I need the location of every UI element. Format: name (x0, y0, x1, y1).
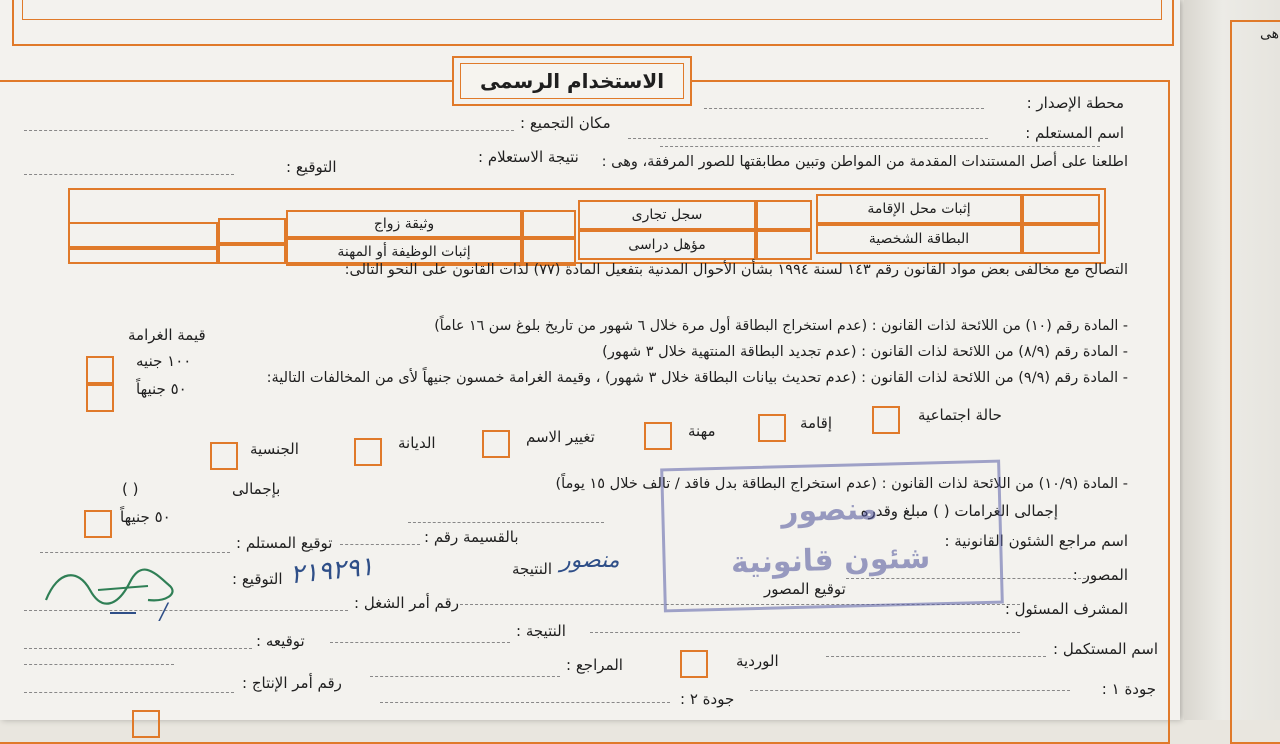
doc-marriage-certificate: وثيقة زواج (286, 210, 522, 238)
photographer-label: المصور : (1072, 566, 1128, 584)
name-change-label: تغيير الاسم (526, 428, 595, 446)
profession-label: مهنة (688, 422, 716, 440)
doc-national-id-check[interactable] (1022, 224, 1100, 254)
fine-100-label: ١٠٠ جنيه (136, 352, 192, 370)
receiver-name-line[interactable] (628, 138, 988, 139)
issuing-station-label: محطة الإصدار : (1026, 94, 1124, 112)
completer-name-line[interactable] (826, 656, 1046, 657)
work-order-label: رقم أمر الشغل : (354, 594, 459, 612)
signature-label-2: التوقيع : (232, 570, 283, 588)
total-label: بإجمالى (232, 480, 281, 498)
review-statement: اطلعنا على أصل المستندات المقدمة من المواطن وتبين مطابقتها للصور المرفقة، وهى : (601, 154, 1128, 170)
issuing-station-line[interactable] (704, 108, 984, 109)
reconciliation-intro: التصالح مع مخالفى بعض مواد القانون رقم ١٤٣ لسنة ١٩٩٤ بشأن الأحوال المدنية بتفعيل المادة (٧٧) لذات القانون على النحو التالى: (344, 262, 1128, 278)
doc-commercial-register: سجل تجارى (578, 200, 756, 230)
quality1-label: جودة ١ : (1101, 680, 1156, 698)
doc-national-id: البطاقة الشخصية (816, 224, 1022, 254)
doc-commercial-check[interactable] (756, 200, 812, 230)
residence-label: إقامة (800, 414, 832, 432)
receipt-number-label: بالقسيمة رقم : (424, 528, 519, 546)
total-paren: ( ) (122, 480, 139, 498)
inquiry-result-line-2[interactable] (660, 146, 1100, 147)
page-title: الاستخدام الرسمى (460, 63, 684, 99)
shift-label: الوردية (736, 652, 779, 670)
profession-checkbox[interactable] (644, 422, 672, 450)
production-order-label: رقم أمر الإنتاج : (242, 674, 342, 692)
result-label: النتيجة (512, 560, 553, 578)
doc-residence-proof: إثبات محل الإقامة (816, 194, 1022, 224)
top-box-inner-line (22, 0, 1162, 20)
article-9-9: - المادة رقم (٩/٩) من اللائحة لذات القانون : (عدم تحديث بيانات البطاقة خلال ٣ شهور) ، وقيمة الغرامة خمسون جنيهاً لأى من المخالفات التالية: (266, 370, 1128, 386)
result2-label: النتيجة : (516, 622, 566, 640)
production-order-line[interactable] (24, 692, 234, 693)
handwritten-dash (110, 612, 136, 614)
doc-academic-qualification: مؤهل دراسى (578, 230, 756, 260)
fine-50b-label: ٥٠ جنيهاً (120, 508, 171, 526)
doc-job-proof: إثبات الوظيفة أو المهنة (286, 238, 522, 266)
name-change-checkbox[interactable] (482, 430, 510, 458)
photographer-signature-label: توقيع المصور (764, 580, 846, 598)
his-signature-line[interactable] (24, 648, 252, 649)
fine-100-checkbox[interactable] (86, 356, 114, 384)
legal-reviewer-label: اسم مراجع الشئون القانونية : (944, 532, 1128, 550)
title-box (452, 56, 692, 106)
religion-checkbox[interactable] (354, 438, 382, 466)
nationality-label: الجنسية (250, 440, 299, 458)
doc-marriage-check[interactable] (522, 210, 576, 238)
result2-line-left[interactable] (330, 642, 510, 643)
quality1-line[interactable] (750, 690, 1070, 691)
result2-line[interactable] (590, 632, 1020, 633)
handwritten-slash: / (160, 600, 168, 625)
religion-label: الديانة (398, 434, 436, 452)
total-fines-line[interactable] (408, 522, 604, 523)
quality2-label: جودة ٢ : (680, 690, 735, 708)
shift-checkbox[interactable] (680, 650, 708, 678)
stamp-line-2: شئون قانونية (730, 540, 931, 581)
total-fines: إجمالى الغرامات ( ) مبلغ وقدره (860, 502, 1058, 520)
residence-checkbox[interactable] (758, 414, 786, 442)
shift-line-left[interactable] (24, 664, 174, 665)
handwritten-result: منصور (560, 548, 620, 573)
reviewer-label: المراجع : (566, 656, 623, 674)
handwritten-number: ٢١٩٢٩١ (288, 551, 376, 591)
bottom-checkbox[interactable] (132, 710, 160, 738)
gathering-place-line[interactable] (24, 130, 514, 131)
fine-50-checkbox[interactable] (86, 384, 114, 412)
article-10-9: - المادة (١٠/٩) من اللائحة لذات القانون : (عدم استخراج البطاقة بدل فاقد / تالف خلال ١٥ يوماً) (555, 476, 1128, 492)
documents-table (68, 188, 1106, 264)
fine-50-label: ٥٠ جنيهاً (136, 380, 187, 398)
doc-blank-4[interactable] (218, 244, 286, 264)
stamp-line-1: منصور (780, 491, 879, 530)
receiver-signature-label: توقيع المستلم : (236, 534, 333, 552)
receiver-name-label: اسم المستعلم : (1025, 124, 1124, 142)
supervisor-label: المشرف المسئول : (1004, 600, 1128, 618)
marital-status-checkbox[interactable] (872, 406, 900, 434)
receipt-number-line[interactable] (340, 544, 420, 545)
adjacent-page-fragment: هى (1260, 26, 1280, 42)
doc-residence-check[interactable] (1022, 194, 1100, 224)
official-stamp (660, 460, 1004, 613)
reviewer-line[interactable] (370, 676, 560, 677)
adjacent-page (1184, 0, 1280, 720)
inquiry-result-label: نتيجة الاستعلام : (478, 148, 579, 166)
gathering-place-label: مكان التجميع : (520, 114, 611, 132)
adjacent-page-frame (1230, 20, 1280, 744)
doc-blank-1[interactable] (68, 222, 218, 248)
signature-label: التوقيع : (286, 158, 337, 176)
doc-blank-3[interactable] (218, 218, 286, 244)
inquiry-result-line[interactable] (24, 174, 234, 175)
doc-blank-2[interactable] (68, 248, 218, 264)
quality2-line[interactable] (380, 702, 670, 703)
nationality-checkbox[interactable] (210, 442, 238, 470)
fine-header: قيمة الغرامة (128, 326, 206, 344)
receiver-signature-line[interactable] (40, 552, 230, 553)
doc-qualification-check[interactable] (756, 230, 812, 260)
fine-50b-checkbox[interactable] (84, 510, 112, 538)
marital-status-label: حالة اجتماعية (918, 406, 1002, 424)
his-signature-label: توقيعه : (256, 632, 305, 650)
article-10: - المادة رقم (١٠) من اللائحة لذات القانون : (عدم استخراج البطاقة أول مرة خلال ٦ شهور من تاريخ بلوغ سن ١٦ عاماً) (434, 318, 1128, 334)
article-8-9: - المادة رقم (٨/٩) من اللائحة لذات القانون : (عدم تجديد البطاقة المنتهية خلال ٣ شهور) (602, 344, 1128, 360)
completer-name-label: اسم المستكمل : (1053, 640, 1158, 658)
